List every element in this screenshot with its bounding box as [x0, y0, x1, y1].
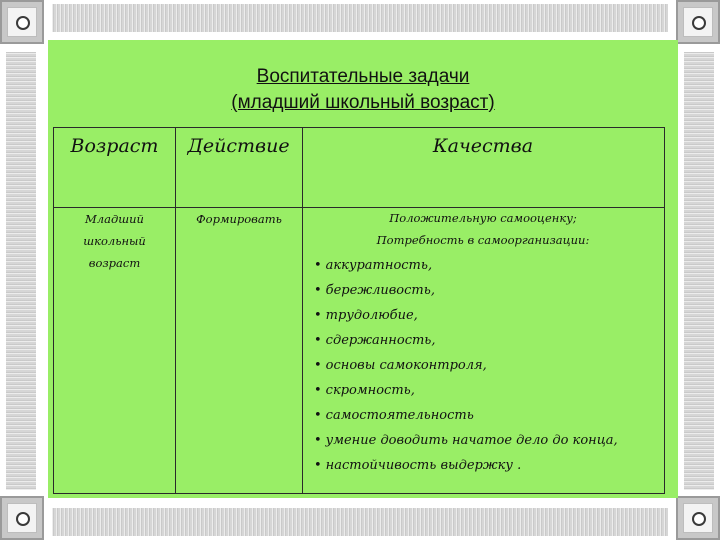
qualities-list [314, 253, 618, 478]
quality-text: настойчивость выдержку . [325, 458, 522, 473]
list-item [314, 353, 618, 378]
bullet-icon: • [314, 408, 322, 423]
corner-ring-icon-bottom-right [676, 496, 720, 540]
quality-text: скромность, [325, 383, 415, 398]
corner-ring-icon-bottom-left [0, 496, 44, 540]
corner-ring-icon-top-left [0, 0, 44, 44]
slide-panel [48, 40, 678, 498]
bullet-icon: • [314, 283, 322, 298]
bullet-icon: • [314, 383, 322, 398]
quality-text: аккуратность, [325, 258, 433, 273]
corner-ring-icon-top-right [676, 0, 720, 44]
bullet-icon: • [314, 358, 322, 373]
frame-bar-right [684, 52, 714, 490]
quality-text: основы самоконтроля, [325, 358, 487, 373]
frame-bar-top [52, 4, 668, 32]
quality-text: трудолюбие, [325, 308, 418, 323]
column-divider [175, 128, 176, 493]
quality-text: умение доводить начатое дело до конца, [325, 433, 618, 448]
intro-line: Положительную самооценку; [389, 211, 577, 225]
list-item [314, 328, 618, 353]
slide-title [48, 64, 678, 116]
list-item [314, 403, 618, 428]
list-item [314, 428, 618, 453]
list-item [314, 278, 618, 303]
slide-title-line-1: Воспитательные задачи [256, 66, 470, 87]
bullet-icon: • [314, 433, 322, 448]
list-item [314, 453, 618, 478]
cell-age-line: Младший [85, 212, 144, 226]
list-item [314, 253, 618, 278]
list-item [314, 378, 618, 403]
cell-age-line: возраст [88, 256, 141, 270]
list-item [314, 303, 618, 328]
bullet-icon: • [314, 458, 322, 473]
cell-qualities-intro [304, 207, 662, 251]
quality-text: сдержанность, [325, 333, 436, 348]
column-divider [302, 128, 303, 493]
slide-title-line-2: (младший школьный возраст) [231, 92, 495, 113]
bullet-icon: • [314, 333, 322, 348]
header-qualities: Качества [432, 135, 534, 157]
quality-text: самостоятельность [325, 408, 474, 423]
bullet-icon: • [314, 308, 322, 323]
cell-action: Формировать [196, 212, 282, 226]
header-age: Возраст [70, 135, 159, 157]
frame-bar-left [6, 52, 36, 490]
header-action: Действие [187, 135, 290, 157]
cell-age [58, 208, 171, 274]
intro-line: Потребность в самоорганизации: [376, 233, 590, 247]
tasks-table [53, 127, 665, 494]
frame-bar-bottom [52, 508, 668, 536]
cell-age-line: школьный [83, 234, 146, 248]
quality-text: бережливость, [325, 283, 435, 298]
bullet-icon: • [314, 258, 322, 273]
